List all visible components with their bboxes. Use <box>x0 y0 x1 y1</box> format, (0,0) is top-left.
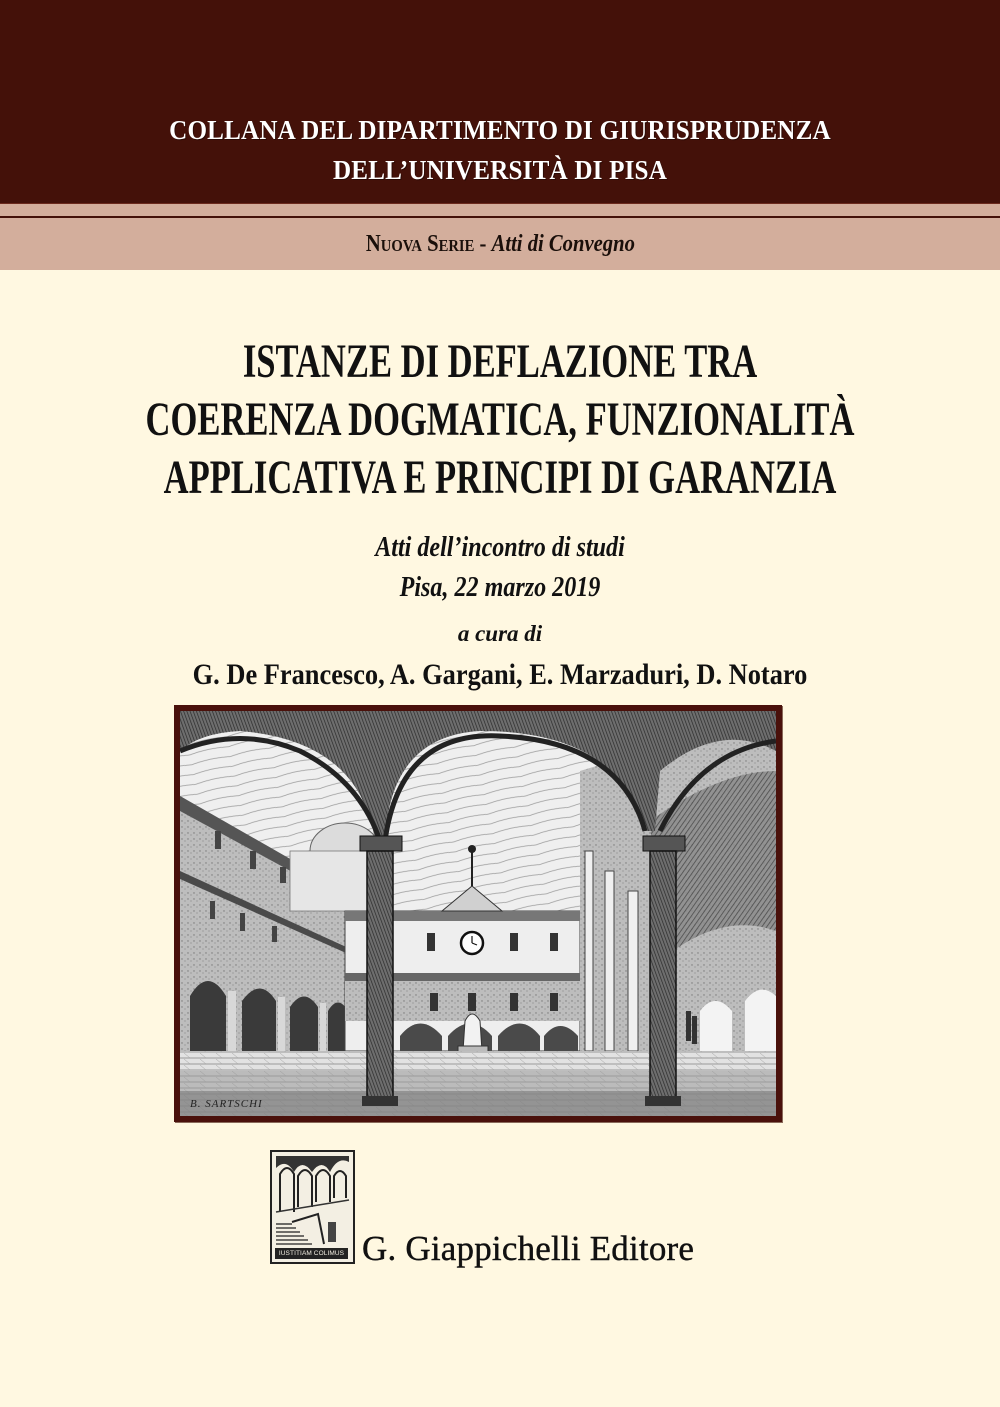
book-title <box>0 333 1000 507</box>
series-header <box>0 110 1000 190</box>
subseries-type: Atti di Convegno <box>491 231 635 257</box>
series-line-1: COLLANA DEL DIPARTIMENTO DI GIURISPRUDENZA <box>169 115 831 145</box>
editors <box>0 655 1000 695</box>
staircase-arch-icon <box>272 1152 353 1262</box>
series-line-2: DELL’UNIVERSITÀ DI PISA <box>332 155 668 185</box>
publisher-logo <box>270 1150 355 1264</box>
editor-names: G. De Francesco, A. Gargani, E. Marzaduri, D. Notaro <box>192 658 808 691</box>
subseries-label <box>0 229 1000 259</box>
decorative-stripe <box>0 203 1000 217</box>
publisher-name: G. Giappichelli Editore <box>362 1229 695 1268</box>
subtitle-line-1: Atti dell’incontro di studi <box>375 532 625 563</box>
title-line-2: COERENZA DOGMATICA, FUNZIONALITÀ <box>145 393 855 446</box>
subtitle-line-2: Pisa, 22 marzo 2019 <box>399 572 601 603</box>
curator-label: a cura di <box>457 621 543 646</box>
subseries-separator: - <box>473 231 492 257</box>
courtyard-engraving-image <box>180 711 776 1116</box>
title-line-3: APPLICATIVA E PRINCIPI DI GARANZIA <box>163 451 837 504</box>
subseries-name: Nuova Serie <box>365 231 474 257</box>
book-subtitle <box>0 528 1000 608</box>
artist-signature: B. SARTSCHI <box>190 1098 263 1110</box>
logo-motto: IUSTITIAM COLIMUS <box>274 1247 349 1260</box>
courtyard-illustration <box>174 705 782 1122</box>
title-line-1: ISTANZE DI DEFLAZIONE TRA <box>242 335 758 388</box>
